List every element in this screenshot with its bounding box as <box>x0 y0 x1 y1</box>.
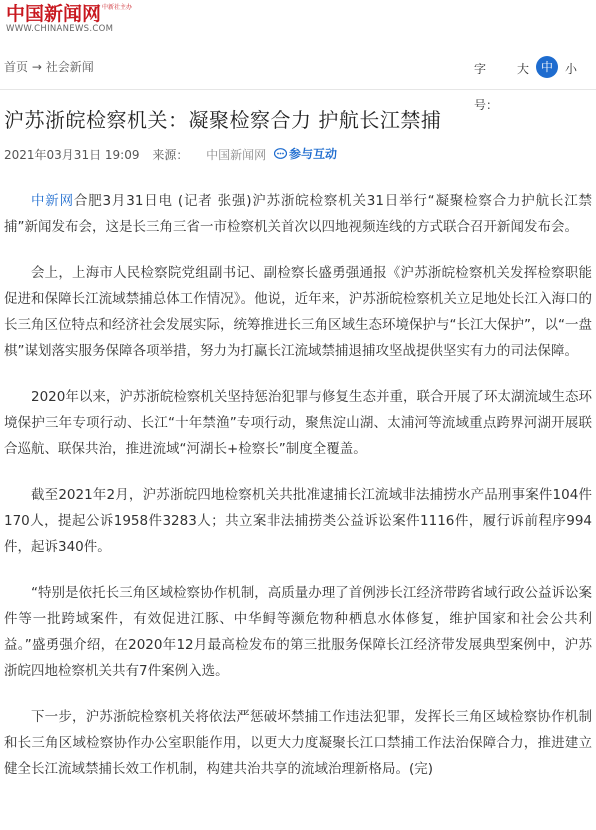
source-label: 来源： <box>152 148 189 162</box>
paragraph-6: 下一步，沪苏浙皖检察机关将依法严惩破坏禁捕工作违法犯罪，发挥长三角区域检察协作机制和长三角区域检察协作办公室职能作用，以更大力度凝聚长江口禁捕工作法治保障合力，推进建立健全长江流域禁捕长效工作机制，构建共治共享的流域治理新格局。(完) <box>4 709 592 777</box>
breadcrumb-arrow: → <box>31 60 42 74</box>
logo-url: WWW.CHINANEWS.COM <box>6 24 114 34</box>
paragraph-4: 截至2021年2月，沪苏浙皖四地检察机关共批准逮捕长江流域非法捕捞水产品刑事案件104件170人，提起公诉1958件3283人；共立案非法捕捞类公益诉讼案件1116件，履行诉前程序994件，起诉340件。 <box>4 487 592 555</box>
paragraph-1-text: 合肥3月31日电 (记者 张强)沪苏浙皖检察机关31日举行“凝聚检察合力护航长江禁捕”新闻发布会，这是长三角三省一市检察机关首次以四地视频连线的方式联合召开新闻发布会。 <box>4 193 593 235</box>
publish-date: 2021年03月31日 19:09 <box>4 148 140 162</box>
breadcrumb-home-link[interactable]: 首页 <box>4 60 29 74</box>
paragraph-2: 会上，上海市人民检察院党组副书记、副检察长盛勇强通报《沪苏浙皖检察机关发挥检察职能促进和保障长江流域禁捕总体工作情况》。他说，近年来，沪苏浙皖检察机关立足地处长江入海口的长三角区位特点和经济社会发展实际，统筹推进长三角区域生态环境保护与“长江大保护”，以“一盘棋”谋划落实服务保障各项举措，努力为打赢长江流域禁捕退捕攻坚战提供坚实有力的司法保障。 <box>4 265 592 359</box>
breadcrumb <box>4 58 94 75</box>
font-size-small-button[interactable]: 小 <box>564 62 577 76</box>
paragraph-1 <box>4 188 592 240</box>
paragraph-5: “特别是依托长三角区域检察协作机制，高质量办理了首例涉长江经济带跨省域行政公益诉讼案件等一批跨域案件，有效促进江豚、中华鲟等濒危物种栖息水体修复，维护国家和社会公共利益。”盛勇强介绍，在2020年12月最高检发布的第三批服务保障长江经济带发展典型案例中，沪苏浙皖四地检察机关共有7件案例入选。 <box>4 585 592 679</box>
comment-icon <box>274 148 287 160</box>
source-name: 中国新闻网 <box>206 148 267 162</box>
breadcrumb-section-link[interactable]: 社会新闻 <box>45 60 94 74</box>
lead-source-link[interactable]: 中新网 <box>31 193 74 209</box>
paragraph-3: 2020年以来，沪苏浙皖检察机关坚持惩治犯罪与修复生态并重，联合开展了环太湖流域生态环境保护三年专项行动、长江“十年禁渔”专项行动，聚焦淀山湖、太浦河等流域重点跨界河湖开展联合巡航、联保共治，推进流域“河湖长+检察长”制度全覆盖。 <box>4 389 592 457</box>
font-size-label: 字 <box>474 62 487 76</box>
interact-label: 参与互动 <box>289 147 338 161</box>
article-meta <box>4 146 338 163</box>
font-size-large-button[interactable]: 大 <box>516 62 529 76</box>
font-size-label-2: 号： <box>474 98 499 112</box>
font-size-medium-button[interactable]: 中 <box>536 56 558 78</box>
logo-small-text: 中新社主办 <box>102 4 133 11</box>
interact-link[interactable] <box>274 145 337 162</box>
header-divider <box>0 89 596 90</box>
article-title: 沪苏浙皖检察机关：凝聚检察合力 护航长江禁捕 <box>4 108 442 132</box>
font-size-control <box>474 58 594 112</box>
logo-text: 中国新闻网中新社主办 <box>6 3 133 25</box>
site-logo[interactable] <box>6 3 133 38</box>
article-body <box>4 188 592 802</box>
